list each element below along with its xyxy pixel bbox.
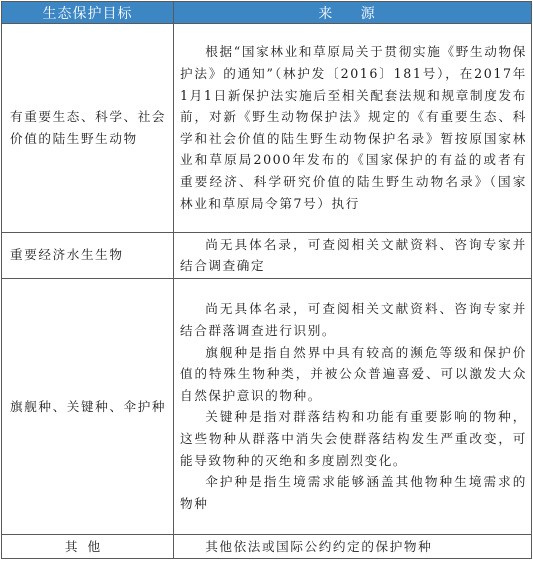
source-paragraph: 尚无具体名录，可查阅相关文献资料、咨询专家并结合群落调查进行识别。 bbox=[180, 301, 527, 338]
table-row bbox=[2, 278, 532, 534]
source-paragraph: 伞护种是指生境需求能够涵盖其他物种生境需求的物种 bbox=[180, 474, 527, 511]
source-paragraph: 尚无具体名录，可查阅相关文献资料、咨询专家并结合调查确定 bbox=[180, 236, 527, 274]
table-row bbox=[2, 534, 532, 558]
source-paragraph: 根据“国家林业和草原局关于贯彻实施《野生动物保护法》的通知”（林护发〔2016〕181号），在2017年1月1日新保护法实施后至相关配套法规和规章制度发布前，对新《野生动物保护法》规定的《有重要生态、科学和社会价值的陆生野生动物保护名录》暂按原国家林业和草原局2000年发布的《国家保护的有益的或者有重要经济、科学研究价值的陆生野生动物名录》（国家林业和草原局令第7号）执行 bbox=[180, 44, 527, 211]
table-row bbox=[2, 24, 532, 233]
source-cell bbox=[174, 232, 532, 278]
source-cell bbox=[174, 24, 532, 233]
header-row bbox=[2, 2, 532, 24]
source-cell bbox=[174, 534, 532, 558]
protection-target-table bbox=[1, 1, 532, 559]
header-source: 来 源 bbox=[174, 2, 532, 24]
source-paragraph: 关键种是指对群落结构和功能有重要影响的物种，这些物种从群落中消失会使群落结构发生严重改变，可能导致物种的灭绝和多度剧烈变化。 bbox=[180, 409, 527, 468]
header-protection-target: 生态保护目标 bbox=[2, 2, 174, 24]
table-row bbox=[2, 232, 532, 278]
protection-target-cell: 重要经济水生生物 bbox=[2, 232, 174, 278]
protection-target-cell: 有重要生态、科学、社会价值的陆生野生动物 bbox=[2, 24, 174, 233]
source-cell bbox=[174, 278, 532, 534]
protection-target-cell: 旗舰种、关键种、伞护种 bbox=[2, 278, 174, 534]
source-paragraph: 旗舰种是指自然界中具有较高的濒危等级和保护价值的特殊生物种类，并被公众普遍喜爱、可以激发大众自然保护意识的物种。 bbox=[180, 344, 527, 403]
source-paragraph: 其他依法或国际公约约定的保护物种 bbox=[205, 538, 433, 554]
protection-target-cell: 其他 bbox=[2, 534, 174, 558]
